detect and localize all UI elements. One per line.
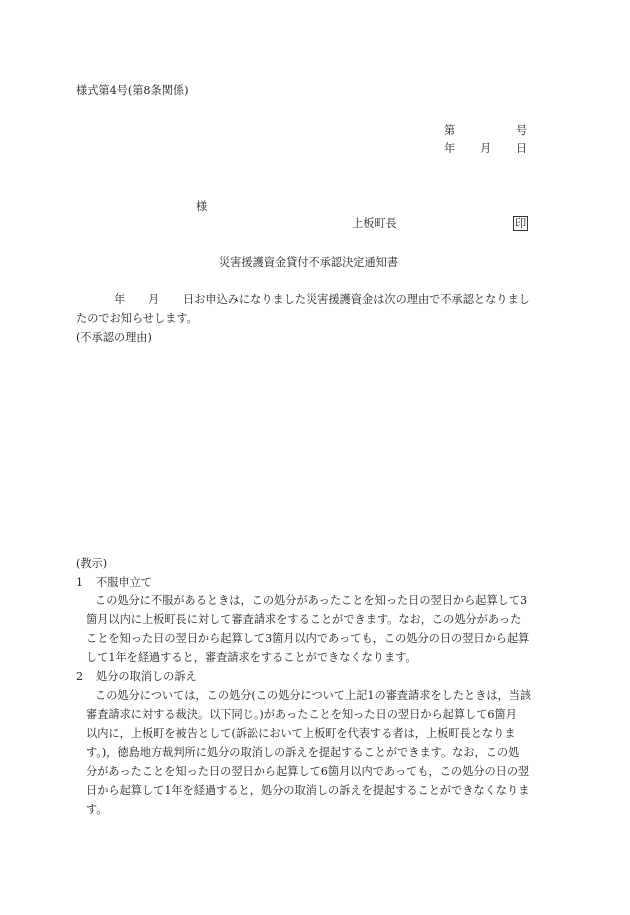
section-2-line-1: この処分については，この処分(この処分について上記1の審査請求をしたときは，当該: [95, 689, 532, 702]
body-line1: 日お申込みになりました災害援護資金は次の理由で不承認となりまし: [183, 293, 530, 306]
number-suffix: 号: [516, 124, 528, 137]
section-2-title: 処分の取消しの訴え: [96, 670, 197, 683]
date-day: 日: [516, 142, 528, 155]
body-year: 年: [114, 293, 126, 306]
section-2-line-4: す。)，徳島地方裁判所に処分の取消しの訴えを提起することができます。なお，この処: [86, 746, 520, 759]
addressee-suffix: 様: [196, 200, 208, 213]
section-2-line-7: す。: [86, 803, 108, 816]
notice-heading: (教示): [76, 557, 108, 570]
seal-text: 印: [515, 217, 527, 230]
section-1-number: 1: [76, 576, 84, 589]
section-1-heading: [76, 575, 152, 591]
reason-heading: (不承認の理由): [76, 331, 152, 344]
date-month: 月: [480, 142, 492, 155]
section-2-heading: [76, 669, 197, 685]
date-year: 年: [444, 142, 456, 155]
issuer: 上板町長: [352, 217, 397, 230]
section-2-number: 2: [76, 670, 84, 683]
section-1-title: 不服申立て: [96, 576, 152, 589]
section-2-line-2: 審査請求に対する裁決。以下同じ。)があったことを知った日の翌日から起算して6箇月: [86, 708, 517, 721]
section-1-line-2: 箇月以内に上板町長に対して審査請求をすることができます。なお，この処分があった: [86, 613, 522, 626]
section-2-line-5: 分があったことを知った日の翌日から起算して6箇月以内であっても，この処分の日の翌: [86, 765, 530, 778]
document-title: 災害援護資金貸付不承認決定通知書: [219, 256, 399, 269]
section-1-line-1: この処分に不服があるときは，この処分があったことを知った日の翌日から起算して3: [95, 594, 528, 607]
body-month: 月: [148, 293, 160, 306]
section-1-line-4: して1年を経過すると，審査請求をすることができなくなります。: [86, 651, 417, 664]
section-2-line-6: 日から起算して1年を経過すると，処分の取消しの訴えを提起することができなくなりま: [86, 784, 530, 797]
section-2-line-3: 以内に，上板町を被告として(訴訟において上板町を代表する者は，上板町長となりま: [86, 727, 516, 740]
body-line2: たのでお知らせします。: [76, 312, 198, 325]
seal-mark: [513, 216, 528, 232]
section-1-line-3: ことを知った日の翌日から起算して3箇月以内であっても，この処分の日の翌日から起算: [86, 632, 530, 645]
form-label: 様式第4号(第8条関係): [76, 84, 189, 97]
number-prefix: 第: [444, 124, 456, 137]
